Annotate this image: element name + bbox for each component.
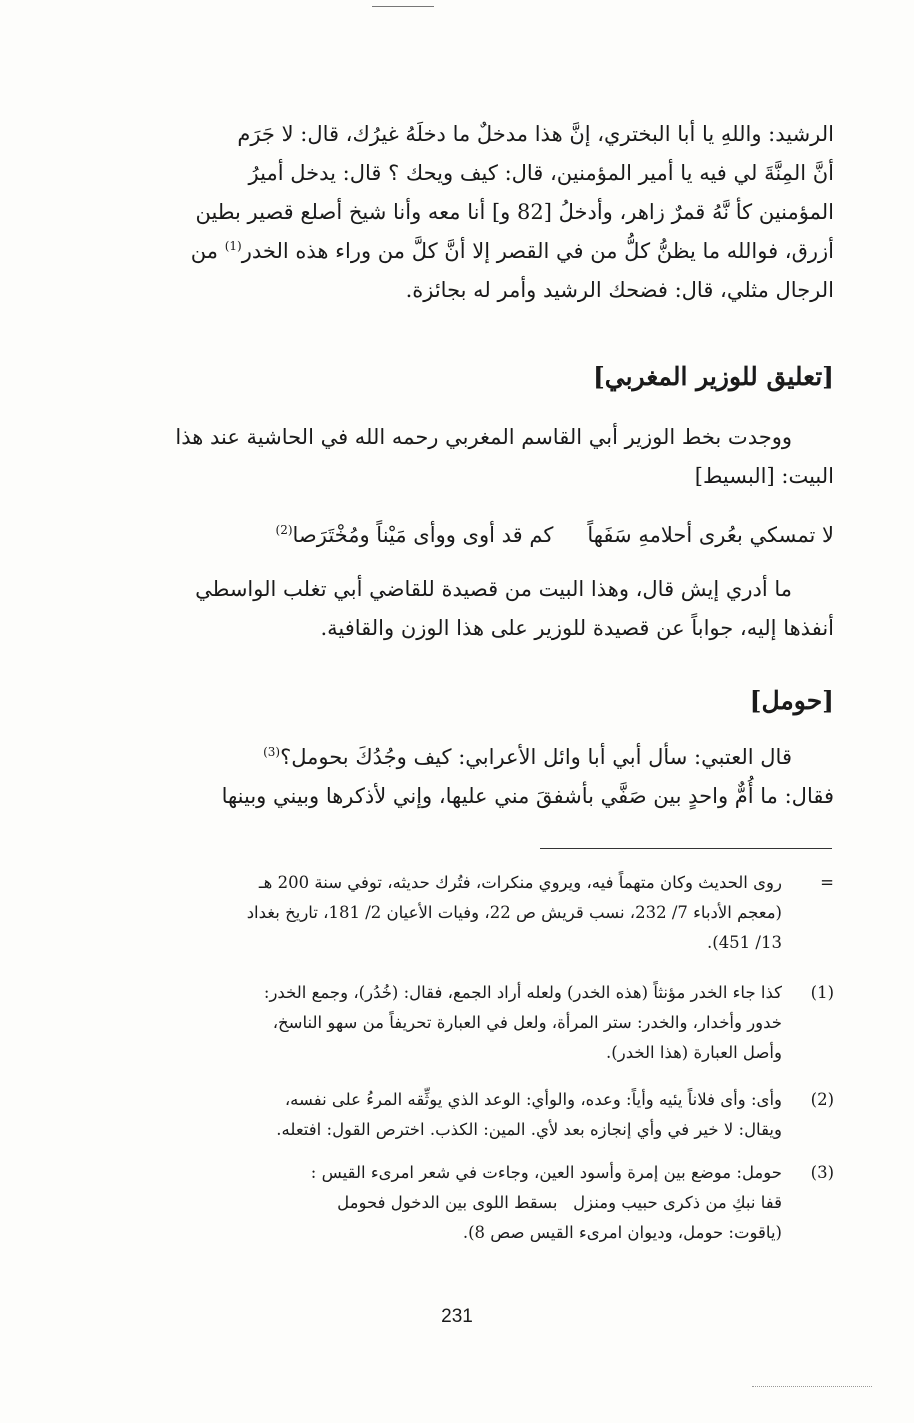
footnote-line: روى الحديث وكان متهماً فيه، ويروي منكرات، فتُرك حديثه، توفي سنة 200 هـ — [258, 873, 782, 892]
section1-line-1: ووجدت بخط الوزير أبي القاسم المغربي رحمه الله في الحاشية عند هذا — [175, 425, 792, 449]
intro-line-1: الرشيد: واللهِ يا أبا البختري، إنَّ هذا مدخلٌ ما دخلَهُ غيرُك، قال: لا جَرَم — [237, 122, 834, 146]
verse-second-hemistich: كم قد أوى ووأى مَيْناً ومُخْتَرَصا — [292, 523, 554, 547]
footnote-line: وأصل العبارة (هذا الخدر). — [606, 1043, 782, 1062]
section2-line-2: فقال: ما أُمٌّ واحدٍ بين صَفَّي بأشفقَ مني عليها، وإني لأذكرها وبيني وبينها — [221, 784, 834, 808]
footnote-separator — [540, 848, 832, 849]
footnote-line: (معجم الأدباء 7/ 232، نسب قريش ص 22، وفيات الأعيان 2/ 181، تاريخ بغداد — [246, 903, 782, 922]
page-number: 231 — [441, 1306, 473, 1327]
footnote-line: ويقال: لا خير في وأي إنجازه بعد لأي. المين: الكذب. اخترص القول: افتعله. — [276, 1120, 782, 1139]
footnote-2 — [104, 1085, 834, 1145]
footnote-line: (ياقوت: حومل، وديوان امرىء القيس صص 8). — [462, 1223, 782, 1242]
footnote-1 — [104, 978, 834, 1068]
section1-after-paragraph — [102, 570, 834, 648]
footnote-number: = — [820, 873, 834, 892]
footnote-number: (3) — [810, 1163, 834, 1182]
footnote-line: كذا جاء الخدر مؤنثاً (هذه الخدر) ولعله أراد الجمع، فقال: (خُدُر)، وجمع الخدر: — [263, 983, 782, 1002]
footnote-line: 13/ 451). — [707, 933, 782, 952]
section-heading-hawmal: [حومل] — [749, 686, 834, 715]
footnote-continued — [104, 868, 834, 958]
section2-line-1: قال العتبي: سأل أبي أبا وائل الأعرابي: كيف وجُدُكَ بحومل؟$^{(3)}$ — [263, 745, 792, 769]
footnote-ref-3: (3) — [263, 745, 281, 759]
footnote-number: (1) — [810, 983, 834, 1002]
footnote-verse-line: قفا نبكِ من ذكرى حبيب ومنزل بسقط اللوى بين الدخول فحومل — [337, 1193, 782, 1212]
section-heading-wazir: [تعليق للوزير المغربي] — [592, 362, 834, 391]
footnote-3 — [104, 1158, 834, 1248]
footnote-ref-1: (1) — [224, 239, 242, 253]
intro-line-5: الرجال مثلي، قال: فضحك الرشيد وأمر له بجائزة. — [405, 278, 834, 302]
verse — [102, 516, 834, 555]
scan-artifact-dots — [752, 1386, 872, 1388]
intro-line-2: أنَّ المِنَّةَ لي فيه يا أمير المؤمنين، قال: كيف ويحك ؟ قال: يدخل أميرُ — [248, 161, 834, 185]
section1-line-2: البيت: [البسيط] — [694, 464, 834, 488]
top-rule — [372, 6, 434, 7]
footnote-line: حومل: موضع بين إمرة وأسود العين، وجاءت في شعر امرىء القيس : — [310, 1163, 782, 1182]
footnote-number: (2) — [810, 1090, 834, 1109]
intro-line-3: المؤمنين كأ نَّهُ قمرٌ زاهر، وأدخلُ [82 و] أنا معه وأنا شيخ أصلع قصير بطين — [195, 200, 834, 224]
intro-paragraph — [102, 115, 834, 310]
section1-after-line-2: أنفذها إليه، جواباً عن قصيدة للوزير على هذا الوزن والقافية. — [320, 616, 834, 640]
verse-first-hemistich: لا تمسكي بعُرى أحلامهِ سَفَهاً — [587, 523, 834, 547]
footnote-line: وأى: وأى فلاناً يئيه وأياً: وعده، والوأي: الوعد الذي يوثِّقه المرءُ على نفسه، — [284, 1090, 782, 1109]
section2-paragraph — [102, 738, 834, 816]
intro-line-4: أزرق، فوالله ما يظنُّ كلُّ من في القصر إلا أنَّ كلَّ من وراء هذه الخدر$^{(1)}$ من — [190, 239, 834, 263]
footnote-ref-2: (2) — [275, 523, 293, 537]
section1-after-line-1: ما أدري إيش قال، وهذا البيت من قصيدة للقاضي أبي تغلب الواسطي — [195, 577, 792, 601]
section1-paragraph — [102, 418, 834, 496]
footnote-line: خدور وأخدار، والخدر: ستر المرأة، ولعل في العبارة تحريفاً من سهو الناسخ، — [272, 1013, 782, 1032]
